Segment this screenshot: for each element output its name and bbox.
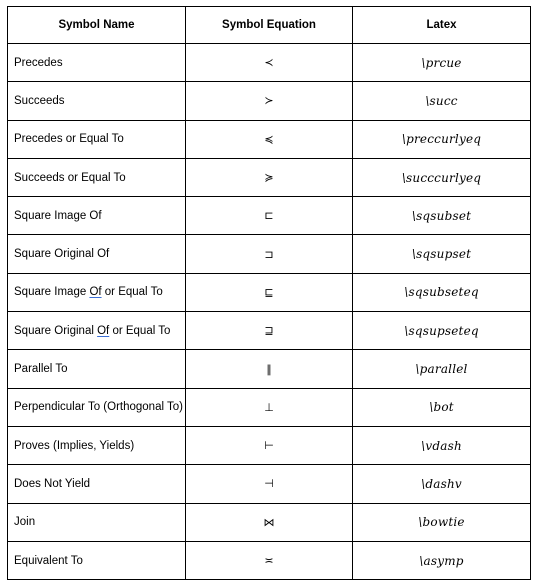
symbol-equation-cell: ⊣ xyxy=(186,465,353,503)
symbol-name-cell: Precedes xyxy=(8,44,186,82)
symbol-equation-cell: ⊒ xyxy=(186,312,353,350)
symbol-equation-cell: ≍ xyxy=(186,541,353,579)
name-text: or Equal To xyxy=(101,286,163,299)
spellcheck-marked-word[interactable]: Of xyxy=(97,324,110,337)
table-row xyxy=(8,312,531,350)
header-symbol-name: Symbol Name xyxy=(8,7,186,44)
symbol-name-cell: Square Image Of xyxy=(8,197,186,235)
latex-cell: \sqsupset xyxy=(353,235,531,273)
name-text: Square Original xyxy=(14,324,98,337)
table-row xyxy=(8,197,531,235)
latex-cell: \vdash xyxy=(353,426,531,464)
symbol-name-cell: Succeeds xyxy=(8,82,186,120)
name-text: Square Image xyxy=(14,286,90,299)
symbol-name-cell: Proves (Implies, Yields) xyxy=(8,426,186,464)
table-row xyxy=(8,388,531,426)
table-row xyxy=(8,120,531,158)
table-row xyxy=(8,235,531,273)
symbol-name-cell xyxy=(8,312,186,350)
spellcheck-marked-word[interactable]: Of xyxy=(89,286,102,299)
symbol-name-cell: Square Original Of xyxy=(8,235,186,273)
table-row xyxy=(8,350,531,388)
symbol-name-cell: Parallel To xyxy=(8,350,186,388)
symbol-name-cell: Precedes or Equal To xyxy=(8,120,186,158)
table-row xyxy=(8,503,531,541)
latex-cell: \parallel xyxy=(353,350,531,388)
table-row xyxy=(8,82,531,120)
symbol-name-cell: Join xyxy=(8,503,186,541)
symbol-table xyxy=(7,6,531,580)
header-latex: Latex xyxy=(353,7,531,44)
symbol-table-container xyxy=(7,6,531,580)
table-row xyxy=(8,465,531,503)
symbol-name-cell: Succeeds or Equal To xyxy=(8,158,186,196)
symbol-name-cell: Perpendicular To (Orthogonal To) xyxy=(8,388,186,426)
name-text: or Equal To xyxy=(109,324,171,337)
header-row xyxy=(8,7,531,44)
symbol-name-cell: Does Not Yield xyxy=(8,465,186,503)
symbol-equation-cell: ∥ xyxy=(186,350,353,388)
latex-cell: \sqsupseteq xyxy=(353,312,531,350)
latex-cell: \prcue xyxy=(353,44,531,82)
latex-cell: \preccurlyeq xyxy=(353,120,531,158)
symbol-equation-cell: ⊑ xyxy=(186,273,353,311)
symbol-equation-cell: ≽ xyxy=(186,158,353,196)
latex-cell: \sqsubset xyxy=(353,197,531,235)
symbol-name-cell xyxy=(8,273,186,311)
symbol-name-cell: Equivalent To xyxy=(8,541,186,579)
latex-cell: \bowtie xyxy=(353,503,531,541)
symbol-equation-cell: ≼ xyxy=(186,120,353,158)
latex-cell: \succ xyxy=(353,82,531,120)
header-symbol-equation: Symbol Equation xyxy=(186,7,353,44)
table-row xyxy=(8,158,531,196)
symbol-equation-cell: ≻ xyxy=(186,82,353,120)
symbol-equation-cell: ≺ xyxy=(186,44,353,82)
table-row xyxy=(8,426,531,464)
symbol-equation-cell: ⊏ xyxy=(186,197,353,235)
symbol-equation-cell: ⋈ xyxy=(186,503,353,541)
table-row xyxy=(8,44,531,82)
table-row xyxy=(8,541,531,579)
symbol-equation-cell: ⊢ xyxy=(186,426,353,464)
table-row xyxy=(8,273,531,311)
latex-cell: \asymp xyxy=(353,541,531,579)
latex-cell: \bot xyxy=(353,388,531,426)
latex-cell: \sqsubseteq xyxy=(353,273,531,311)
latex-cell: \dashv xyxy=(353,465,531,503)
latex-cell: \succcurlyeq xyxy=(353,158,531,196)
symbol-equation-cell: ⊥ xyxy=(186,388,353,426)
symbol-equation-cell: ⊐ xyxy=(186,235,353,273)
